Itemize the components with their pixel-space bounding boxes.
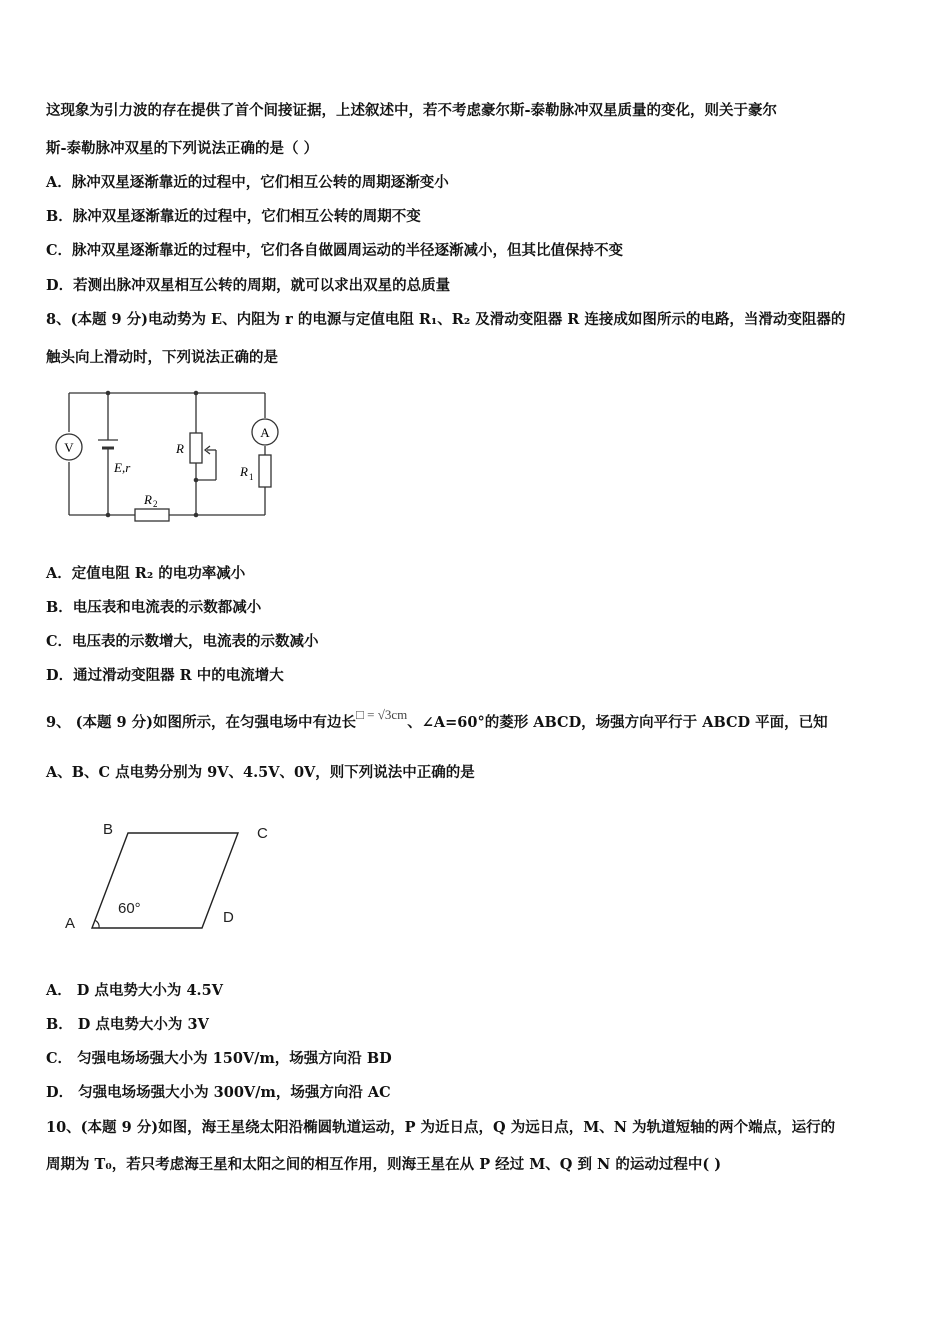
q9-side-formula: □ = √3cm: [356, 707, 408, 722]
q8-option-a: A．定值电阻 R₂ 的电功率减小: [46, 565, 246, 582]
q9-option-c: C． 匀强电场场强大小为 150V/m，场强方向沿 BD: [46, 1050, 392, 1067]
vertex-d-label: D: [223, 909, 234, 926]
q9-stem-line-2: A、B、C 点电势分别为 9V、4.5V、0V，则下列说法中正确的是: [46, 764, 475, 781]
source-label: E,r: [114, 460, 131, 475]
q9-stem-post: 、∠A=60°的菱形 ABCD，场强方向平行于 ABCD 平面，已知: [407, 714, 828, 731]
q9-stem-pre: 9、 (本题 9 分)如图所示，在匀强电场中有边长: [46, 714, 357, 731]
intro-line-1: 这现象为引力波的存在提供了首个间接证据，上述叙述中，若不考虑豪尔斯-泰勒脉冲双星质量的变化，则关于豪尔: [46, 102, 778, 119]
q7-option-b: B．脉冲双星逐渐靠近的过程中，它们相互公转的周期不变: [46, 208, 421, 225]
r1-subscript: 1: [249, 472, 254, 482]
q9-rhombus-figure: [55, 812, 285, 942]
q8-option-c: C．电压表的示数增大，电流表的示数减小: [46, 633, 319, 650]
vertex-c-label: C: [257, 825, 268, 842]
q7-option-c: C．脉冲双星逐渐靠近的过程中，它们各自做圆周运动的半径逐渐减小，但其比值保持不变: [46, 242, 624, 259]
voltmeter-label: V: [64, 440, 74, 455]
r1-label: R: [240, 464, 248, 479]
q7-option-a: A．脉冲双星逐渐靠近的过程中，它们相互公转的周期逐渐变小: [46, 174, 449, 191]
q8-circuit-diagram: [50, 385, 290, 525]
q7-option-d: D．若测出脉冲双星相互公转的周期，就可以求出双星的总质量: [46, 277, 451, 294]
rheostat-label: R: [176, 441, 184, 456]
q9-option-d: D． 匀强电场场强大小为 300V/m，场强方向沿 AC: [46, 1084, 391, 1101]
q9-stem-line-1: [46, 707, 908, 733]
q9-option-a: A． D 点电势大小为 4.5V: [46, 982, 223, 999]
vertex-b-label: B: [103, 821, 114, 838]
q8-stem-line-1: 8、(本题 9 分)电动势为 E、内阻为 r 的电源与定值电阻 R₁、R₂ 及滑动变阻器 R 连接成如图所示的电路，当滑动变阻器的: [46, 311, 846, 328]
intro-line-2: 斯-泰勒脉冲双星的下列说法正确的是（ ）: [46, 140, 319, 157]
r2-subscript: 2: [153, 499, 158, 509]
q8-option-b: B．电压表和电流表的示数都减小: [46, 599, 262, 616]
q10-stem-line-2: 周期为 T₀，若只考虑海王星和太阳之间的相互作用，则海王星在从 P 经过 M、Q 到 N 的运动过程中( ): [46, 1156, 722, 1173]
q9-option-b: B． D 点电势大小为 3V: [46, 1016, 209, 1033]
angle-label: 60°: [118, 900, 141, 917]
q8-option-d: D．通过滑动变阻器 R 中的电流增大: [46, 667, 284, 684]
r2-label: R: [144, 492, 152, 507]
q10-stem-line-1: 10、(本题 9 分)如图，海王星绕太阳沿椭圆轨道运动，P 为近日点，Q 为远日点，M、N 为轨道短轴的两个端点，运行的: [46, 1119, 836, 1136]
vertex-a-label: A: [65, 915, 76, 932]
q8-stem-line-2: 触头向上滑动时，下列说法正确的是: [46, 349, 278, 366]
ammeter-label: A: [260, 425, 270, 440]
